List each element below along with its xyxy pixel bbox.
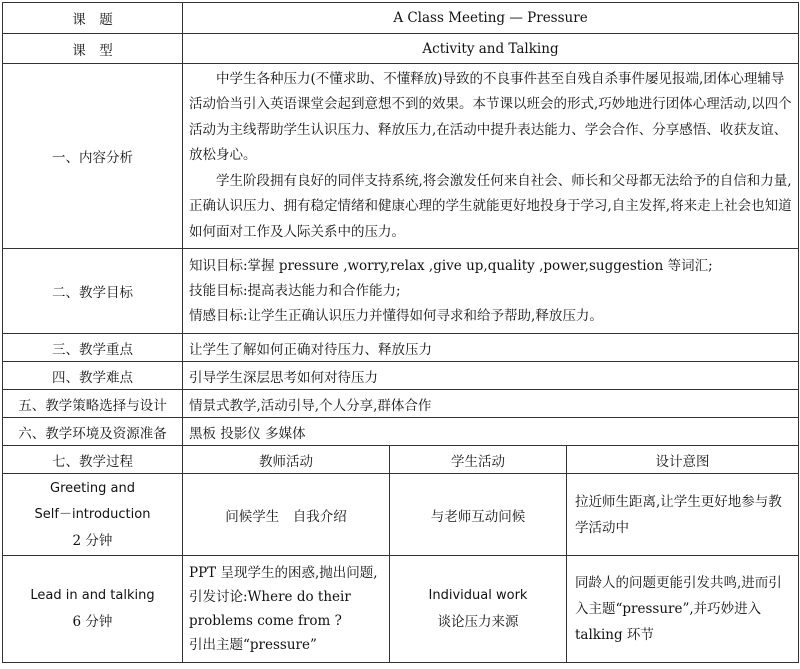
goals-row xyxy=(3,249,799,334)
process-step-greeting xyxy=(3,474,799,556)
content-paragraph-1: 中学生各种压力(不懂求助、不懂释放)导致的不良事件甚至自残自杀事件屡见报端,团体心理辅导活动恰当引入英语课堂会起到意想不到的效果。本节课以班会的形式,巧妙地进行团体心理活动,以四个活动为主线帮助学生认识压力、释放压力,在活动中提升表达能力、学会合作、分享感悟、收获友谊、放松身心。 xyxy=(189,70,792,164)
key-point-value: 让学生了解如何正确对待压力、释放压力 xyxy=(183,334,799,362)
difficult-point-label: 四、教学难点 xyxy=(3,362,183,390)
greeting-stage-line1: Greeting and xyxy=(50,480,135,496)
resources-row xyxy=(3,418,799,446)
process-header-stage: 七、教学过程 xyxy=(3,446,183,474)
emotion-goal: 情感目标:让学生正确认识压力并懂得如何寻求和给予帮助,释放压力。 xyxy=(189,307,603,324)
type-row xyxy=(3,34,799,64)
process-header-student: 学生活动 xyxy=(390,446,567,474)
content-analysis-text xyxy=(183,64,799,249)
process-step-leadin xyxy=(3,556,799,663)
skill-goal: 技能目标:提高表达能力和合作能力; xyxy=(189,282,401,299)
leadin-student-activity xyxy=(390,556,567,663)
strategy-value: 情景式教学,活动引导,个人分享,群体合作 xyxy=(183,390,799,418)
resources-label: 六、教学环境及资源准备 xyxy=(3,418,183,446)
resources-value: 黑板 投影仪 多媒体 xyxy=(183,418,799,446)
content-analysis-row xyxy=(3,64,799,249)
leadin-teacher-activity xyxy=(183,556,390,663)
key-point-label: 三、教学重点 xyxy=(3,334,183,362)
content-analysis-label: 一、内容分析 xyxy=(3,64,183,249)
leadin-student-line2: 谈论压力来源 xyxy=(437,614,519,630)
goals-label: 二、教学目标 xyxy=(3,249,183,334)
greeting-stage-line2: Self－introduction xyxy=(34,506,151,522)
leadin-stage-duration: 6 分钟 xyxy=(72,614,113,630)
topic-row xyxy=(3,3,799,34)
topic-label: 课 题 xyxy=(3,3,183,34)
strategy-row xyxy=(3,390,799,418)
lesson-plan-table xyxy=(2,2,799,663)
leadin-stage-line1: Lead in and talking xyxy=(30,588,155,603)
greeting-stage xyxy=(3,474,183,556)
leadin-student-line1: Individual work xyxy=(428,588,528,603)
type-label: 课 型 xyxy=(3,34,183,64)
leadin-teacher-topic: 引出主题“pressure” xyxy=(189,637,317,653)
greeting-teacher-activity: 问候学生 自我介绍 xyxy=(183,474,390,556)
greeting-stage-duration: 2 分钟 xyxy=(72,532,113,549)
leadin-design-intent: 同龄人的问题更能引发共鸣,进而引入主题“pressure”,并巧妙进入 talking 环节 xyxy=(567,556,799,663)
difficult-point-row xyxy=(3,362,799,390)
leadin-teacher-text: PPT 呈现学生的困惑,抛出问题,引发讨论:Where do their problems come from ? xyxy=(189,565,378,629)
goals-text xyxy=(183,249,799,334)
process-header-intent: 设计意图 xyxy=(567,446,799,474)
content-paragraph-2: 学生阶段拥有良好的同伴支持系统,将会激发任何来自社会、师长和父母都无法给予的自信和力量,正确认识压力、拥有稳定情绪和健康心理的学生就能更好地投身于学习,自主发挥,将来走上社会也知道如何面对工作及人际关系中的压力。 xyxy=(189,172,792,240)
type-value: Activity and Talking xyxy=(183,34,799,64)
topic-value: A Class Meeting — Pressure xyxy=(183,3,799,34)
difficult-point-value: 引导学生深层思考如何对待压力 xyxy=(183,362,799,390)
strategy-label: 五、教学策略选择与设计 xyxy=(3,390,183,418)
process-header-row xyxy=(3,446,799,474)
knowledge-goal: 知识目标:掌握 pressure ,worry,relax ,give up,quality ,power,suggestion 等词汇; xyxy=(189,257,713,274)
leadin-stage xyxy=(3,556,183,663)
key-point-row xyxy=(3,334,799,362)
greeting-design-intent: 拉近师生距离,让学生更好地参与教学活动中 xyxy=(567,474,799,556)
greeting-student-activity: 与老师互动问候 xyxy=(390,474,567,556)
process-header-teacher: 教师活动 xyxy=(183,446,390,474)
